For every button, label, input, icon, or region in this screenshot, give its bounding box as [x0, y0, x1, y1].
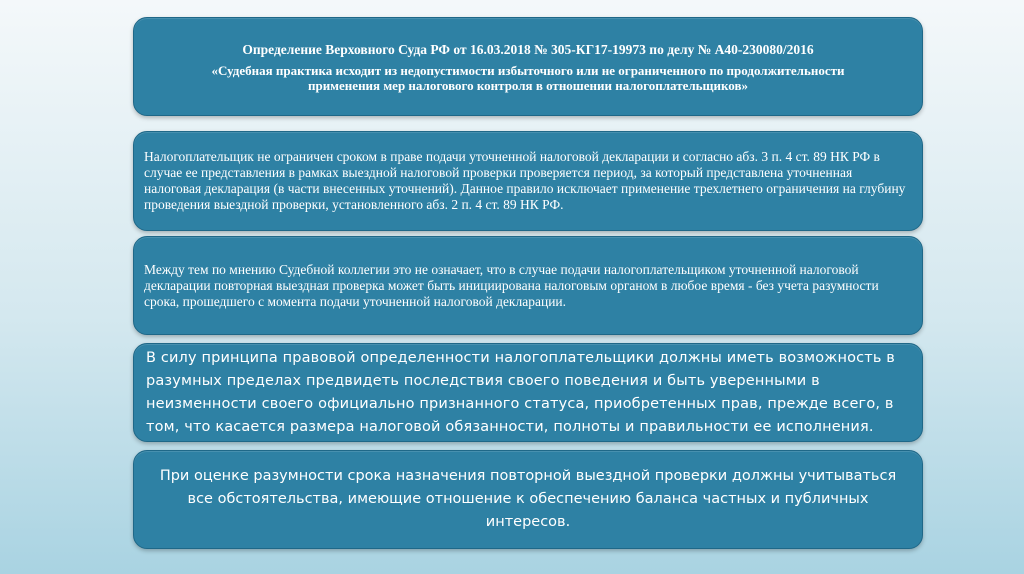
text-box-legal-certainty — [133, 343, 923, 442]
ruling-heading: Определение Верховного Суда РФ от 16.03.2018 № 305-КГ17-19973 по делу № А40-230080/2016 — [242, 41, 814, 57]
text-box-reasonable-term — [133, 450, 923, 549]
text-box-paragraph: Налогоплательщик не ограничен сроком в праве подачи уточненной налоговой декларации и согласно абз. 3 п. 4 ст. 89 НК РФ в случае ее представления в рамках выездной налоговой проверки проверяется период, за который представлена уточненная налоговая декларация (в части внесенных уточнений). Данное правило исключает применение трехлетнего ограничения на глубину проведения выездной проверки, установленного абз. 2 п. 4 ст. 89 НК РФ. — [144, 149, 906, 212]
text-box-judicial-opinion — [133, 236, 923, 335]
text-box-paragraph: В силу принципа правовой определенности налогоплательщики должны иметь возможность в разумных пределах предвидеть последствия своего поведения и быть уверенными в неизменности своего официально признанного статуса, приобретенных прав, прежде всего, в том, что касается размера налоговой обязанности, полноты и правильности ее исполнения. — [146, 349, 895, 435]
text-box-paragraph: Между тем по мнению Судебной коллегии это не означает, что в случае подачи налогоплательщиком уточненной налоговой декларации повторная выездная проверка может быть инициирована налоговым органом в любое время - без учета разумности срока, прошедшего с момента подачи уточненной налоговой декларации. — [144, 261, 879, 309]
ruling-quote: «Судебная практика исходит из недопустимости избыточного или не ограниченного по продолжительности применения мер налогового контроля в отношении налогоплательщиков» — [211, 62, 845, 93]
text-box-paragraph: При оценке разумности срока назначения повторной выездной проверки должны учитываться все обстоятельства, имеющие отношение к обеспечению баланса частных и публичных интересов. — [159, 468, 897, 530]
text-box-clarified-declaration — [133, 131, 923, 231]
ruling-title-box — [133, 17, 923, 116]
